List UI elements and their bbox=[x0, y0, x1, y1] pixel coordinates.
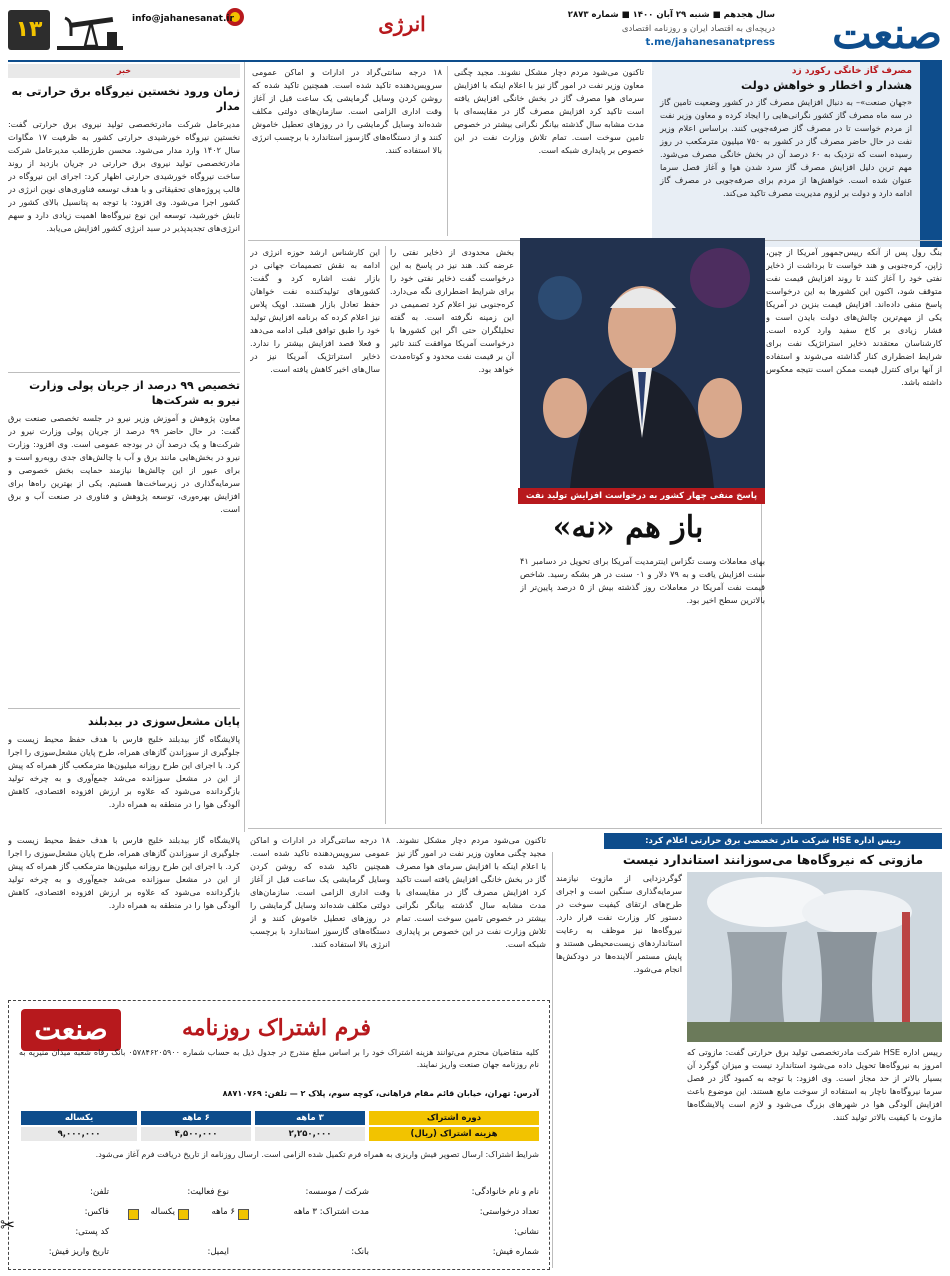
period-12-label: یکساله bbox=[150, 1207, 175, 1217]
column-divider bbox=[385, 246, 386, 824]
form-title: فرم اشتراک روزنامه bbox=[182, 1015, 371, 1041]
section-title: انرژی bbox=[378, 12, 426, 36]
main-story-headline: باز هم «نه» bbox=[552, 510, 704, 545]
period-6-label: ۶ ماهه bbox=[211, 1207, 235, 1217]
main-story-photo bbox=[520, 238, 765, 488]
continuation-col-d: پالایشگاه گاز بیدبلند خلیج فارس با هدف حفظ محیط زیست و جلوگیری از سوزاندن گازهای همراه، طرح پایان مشعل‌سوزی را اجرا کرد. با اجرای این طرح روزانه میلیون‌ها مترمکعب گاز همراه که پیش از این در مشعل سوزانده می‌شد جمع‌آوری و به چرخه تولید بازگردانده می‌شود که علاوه بر ارزش افزوده اقتصادی، کاهش آلودگی هوا را در منطقه به همراه دارد. bbox=[8, 835, 240, 910]
date-field[interactable]: تاریخ واریز فیش: bbox=[48, 1247, 109, 1257]
cooling-tower-icon bbox=[687, 872, 942, 1042]
email-field[interactable]: ایمیل: bbox=[207, 1247, 229, 1257]
receipt-field[interactable]: شماره فیش: bbox=[492, 1247, 539, 1257]
bottom-story-body: رییس اداره HSE شرکت مادرتخصصی تولید برق حرارتی گفت: مازوتی که امروز به نیروگاه‌ها تحویل داده می‌شود استاندارد نیست و میزان گوگرد آن بسیار بالاتر از حد مجاز است. وی افزود: با توجه به کمبود گاز در فصل سرما نیروگاه‌ها ناچار به استفاده از سوخت مایع هستند. این موضوع باعث افزایش آلودگی هوا در شهرهای بزرگ می‌شود و لازم است پالایشگاه‌ها مازوت با کیفیت بالاتر تولید کنند. bbox=[687, 1047, 942, 1122]
story-headline: زمان ورود نخستین نیروگاه برق حرارتی به مدار bbox=[11, 85, 240, 113]
fax-field[interactable]: فاکس: bbox=[84, 1207, 109, 1217]
form-intro: کلیه متقاضیان محترم می‌توانند هزینه اشتراک خود را بر اساس مبلغ مندرج در جدول ذیل به حساب شماره ۰۵۷۸۴۶۲۰۵۹۰۰ بانک رفاه شعبه میدان منیریه به نام روزنامه جهان صنعت واریز نمایند. bbox=[19, 1048, 539, 1069]
table-cell: ۴,۵۰۰,۰۰۰ bbox=[141, 1127, 251, 1141]
logo-text: صنعت bbox=[832, 9, 942, 58]
column-divider bbox=[447, 66, 448, 236]
table-row-label: هزینه اشتراک (ریال) bbox=[369, 1127, 539, 1141]
form-conditions: شرایط اشتراک: ارسال تصویر فیش واریزی به همراه فرم تکمیل شده الزامی است. ارسال روزنامه از تاریخ دریافت فرم آغاز می‌شود. bbox=[95, 1150, 539, 1159]
page-number: ۱۳ bbox=[8, 10, 50, 50]
table-header: دوره اشتراک bbox=[369, 1111, 539, 1125]
story-tag: خبر bbox=[8, 64, 240, 78]
column-divider bbox=[552, 852, 553, 1268]
telegram-link[interactable]: t.me/jahanesanatpress bbox=[645, 37, 775, 48]
table-cell: ۹,۰۰۰,۰۰۰ bbox=[21, 1127, 137, 1141]
address-field[interactable]: نشانی: bbox=[514, 1227, 539, 1237]
table-col-header: ۶ ماهه bbox=[141, 1111, 251, 1125]
tel-field[interactable]: تلفن: bbox=[90, 1187, 109, 1197]
count-field[interactable]: تعداد درخواستی: bbox=[479, 1207, 539, 1217]
story-continuation-col1: تاکنون می‌شود مردم دچار مشکل نشوند. مجید چگنی معاون وزیر نفت در امور گاز نیز با اعلام اینکه با افزایش سرمای هوا مصرف گاز در بخش خانگی افزایش یافته است تاکید کرد افزایش مصرف گاز در مقایسه‌ای با مدت مشابه سال گذشته بیانگر نگرانی بیشتر در خصوص تامین سوخت است. تمام تلاش وزارت نفت در این خصوص بر پایداری شبکه است. bbox=[454, 67, 644, 155]
tagline: دریچه‌ای به اقتصاد ایران و روزنامه اقتصادی bbox=[621, 24, 775, 34]
activity-field[interactable]: نوع فعالیت: bbox=[187, 1187, 229, 1197]
side-tag bbox=[920, 62, 942, 247]
issue-line: سال هجدهم ■ شنبه ۲۹ آبان ۱۴۰۰ ■ شماره ۲۸۷۳ bbox=[567, 10, 775, 20]
story-headline: پایان مشعل‌سوزی در بیدبلند bbox=[88, 715, 240, 728]
row-divider bbox=[8, 372, 240, 373]
period-12-checkbox[interactable] bbox=[128, 1209, 139, 1220]
form-address: آدرس: تهران، خیابان قائم مقام فراهانی، کوچه سوم، پلاک ۲ — تلفن: ۸۸۷۱۰۷۶۹ bbox=[222, 1089, 539, 1098]
postal-code-field[interactable]: کد پستی: bbox=[75, 1227, 109, 1237]
main-story-col4: بهای معاملات وست تگزاس اینترمدیت آمریکا برای تحویل در دسامبر ۴۱ سنت افزایش یافت و به ۷۹ دلار و ۰۱ سنت در هر بشکه رسید. شاخص قیمت نفت آمریکا در معاملات روز گذشته بیش از ۵ درصد پایین‌تر از بالاترین سطح اخیر بود. bbox=[520, 556, 765, 605]
story-body: «جهان صنعت»– به دنبال افزایش مصرف گاز در کشور وضعیت تامین گاز در سه ماه مصرف گاز کشور نگرانی‌هایی را ایجاد کرده و معاون وزیر نفت از مردم خواست تا در مصرف گاز صرفه‌جویی کنند. براساس اعلام وزیر نفت در حال حاضر مصرف گاز در کشور به ۷۵۰ میلیون مترمکعب در روز رسیده است که نزدیک به ۶۰ درصد آن در بخش خانگی مصرف می‌شود. مهم ترین دلیل افزایش مصرف گاز سرد شدن هوا و آغاز فصل سرما عنوان شده است. خواهش‌ها از مردم برای صرفه‌جویی در مصرف گاز ادامه دارد و دولت بر لزوم مدیریت مصرف تاکید می‌کند. bbox=[660, 97, 912, 198]
top-right-story bbox=[652, 62, 942, 247]
bank-field[interactable]: بانک: bbox=[351, 1247, 369, 1257]
table-col-header: یکساله bbox=[21, 1111, 137, 1125]
bottom-story-headline: مازوتی که نیروگاه‌ها می‌سوزانند استاندارد نیست bbox=[622, 852, 924, 867]
row-divider bbox=[248, 828, 942, 829]
newspaper-logo[interactable] bbox=[784, 10, 942, 64]
story-headline: تخصیص ۹۹ درصد از جریان پولی وزارت نیرو به شرکت‌ها bbox=[29, 379, 240, 407]
table-cell: ۲,۲۵۰,۰۰۰ bbox=[255, 1127, 365, 1141]
story-headline: هشدار و اخطار و خواهش دولت bbox=[740, 79, 912, 92]
oil-pump-icon bbox=[55, 10, 125, 52]
email-link[interactable]: info@jahanesanat.ir bbox=[132, 14, 234, 24]
main-story-col2: این کارشناس ارشد حوزه انرژی در ادامه به نقش تصمیمات جهانی در بازار نفت اشاره کرد و گفت: کشورهای تولیدکننده نفت خواهان حفظ تعادل بازار هستند. اوپک پلاس نیز اعلام کرده که برنامه افزایش تولید خود را طبق توافق قبلی ادامه می‌دهد و فعلا قصد افزایش بیشتر را ندارد. ذخایر استراتژیک آمریکا نیز در سال‌های اخیر کاهش یافته است. bbox=[250, 247, 380, 374]
story-continuation-col2: ۱۸ درجه سانتی‌گراد در ادارات و اماکن عمومی سرویس‌دهنده تاکید شده است. همچنین تاکید شده که روشن کردن وسایل گرمایشی یک ساعت قبل از آغاز وقت اداری الزامی است. سازمان‌های دولتی مکلف شده‌اند وسایل گرمایشی را در روزهای تعطیل خاموش کنند و از دستگاه‌های گازسوز استاندارد با برچسب انرژی بالا استفاده کنند. bbox=[252, 67, 442, 155]
name-field[interactable]: نام و نام خانوادگی: bbox=[471, 1187, 539, 1197]
left-mid-story bbox=[8, 378, 240, 712]
left-top-story bbox=[8, 64, 240, 408]
main-story-kicker: پاسخ منفی چهار کشور به درخواست افزایش تولید نفت bbox=[518, 488, 765, 504]
period-label: مدت اشتراک: ۳ ماهه bbox=[293, 1207, 369, 1217]
story-body: پالایشگاه گاز بیدبلند خلیج فارس با هدف حفظ محیط زیست و جلوگیری از سوزاندن گازهای همراه، طرح پایان مشعل‌سوزی را اجرا کرد. با اجرای این طرح روزانه میلیون‌ها مترمکعب گاز همراه که پیش از این در مشعل سوزانده می‌شد جمع‌آوری و به چرخه تولید بازگردانده می‌شود که علاوه بر ارزش افزوده اقتصادی، کاهش آلودگی هوا را در منطقه به همراه دارد. bbox=[8, 734, 240, 809]
row-divider bbox=[8, 708, 240, 709]
person-photo-icon bbox=[520, 238, 765, 488]
table-col-header: ۳ ماهه bbox=[255, 1111, 365, 1125]
period-6-checkbox[interactable] bbox=[178, 1209, 189, 1220]
subscription-form[interactable] bbox=[8, 1000, 550, 1270]
power-plant-photo bbox=[687, 872, 942, 1042]
continuation-col-b: ۱۸ درجه سانتی‌گراد در ادارات و اماکن عمومی سرویس‌دهنده تاکید شده است. همچنین تاکید شده که روشن کردن وسایل گرمایشی یک ساعت قبل از آغاز وقت اداری الزامی است. سازمان‌های دولتی مکلف شده‌اند وسایل گرمایشی را در روزهای تعطیل خاموش کنند و از دستگاه‌های گازسوز استاندارد با برچسب انرژی بالا استفاده کنند. bbox=[250, 835, 390, 949]
company-field[interactable]: شرکت / موسسه: bbox=[305, 1187, 369, 1197]
story-kicker: مصرف گاز خانگی رکورد زد bbox=[791, 66, 912, 76]
scissors-icon: ✂ bbox=[0, 1215, 16, 1236]
period-3-checkbox[interactable] bbox=[238, 1209, 249, 1220]
main-story-col1: بنگ رول پس از آنکه رییس‌جمهور آمریکا از چین، ژاپن، کره‌جنوبی و هند خواست تا برداشت از ذخایر نفتی خود را آغاز کنند تا روند افزایش قیمت نفت متوقف شود، اکنون این کشورها به این درخواست پاسخ منفی داده‌اند. افزایش قیمت بنزین در آمریکا یکی از مهم‌ترین چالش‌های دولت بایدن است و فشار زیادی بر کاخ سفید وارد کرده است. کارشناسان معتقدند ذخایر استراتژیک نفت برای شرایط اضطراری کنار گذاشته می‌شوند و استفاده از آنها برای کنترل قیمت ممکن است نتیجه معکوس داشته باشد. bbox=[766, 247, 942, 387]
bottom-story-col-a: گوگردزدایی از مازوت نیازمند سرمایه‌گذاری سنگین است و اجرای طرح‌های ارتقای کیفیت سوخت در دستور کار وزارت نفت قرار دارد. نیروگاه‌ها نیز موظف به رعایت استانداردهای زیست‌محیطی هستند و پایش مستمر آلاینده‌ها در دودکش‌ها انجام می‌شود. bbox=[556, 873, 682, 974]
masthead-info bbox=[525, 8, 775, 50]
form-logo: صنعت bbox=[21, 1009, 121, 1051]
main-story-col3: بخش محدودی از ذخایر نفتی را عرضه کند. هند نیز در پاسخ به این درخواست گفت ذخایر نفتی خود را برای شرایط اضطراری نگه می‌دارد. کره‌جنوبی نیز اعلام کرد تصمیمی در این زمینه نگرفته است. به گفته تحلیلگران حتی اگر این کشورها با درخواست آمریکا موافقت کنند تاثیر آن بر قیمت نفت محدود و کوتاه‌مدت خواهد بود. bbox=[390, 247, 514, 374]
story-body: معاون پژوهش و آموزش وزیر نیرو در جلسه تخصصی صنعت برق گفت: در حال حاضر ۹۹ درصد از جریان پولی وزارت نیرو در شرکت‌ها و یک درصد آن در بودجه عمومی است. وی افزود: وزارت نیرو در بخش‌هایی مانند برق و آب با چالش‌های جدی روبه‌رو است و برای عبور از این چالش‌ها نیازمند حمایت بخش خصوصی و سرمایه‌گذاری در زیرساخت‌ها هستیم. یکی از بهترین راه‌ها برای افزایش بهره‌وری، توسعه پژوهش و فناوری در صنعت آب و برق است. bbox=[8, 413, 240, 514]
continuation-col-c: تاکنون می‌شود مردم دچار مشکل نشوند. مجید چگنی معاون وزیر نفت در امور گاز نیز با اعلام اینکه با افزایش سرمای هوا مصرف گاز در بخش خانگی افزایش یافته است تاکید کرد افزایش مصرف گاز در مقایسه‌ای با مدت مشابه سال گذشته بیانگر نگرانی بیشتر در خصوص تامین سوخت است. تمام تلاش وزارت نفت در این خصوص بر پایداری شبکه است. bbox=[396, 835, 546, 949]
column-divider bbox=[244, 62, 245, 832]
bottom-story-kicker: رییس اداره HSE شرکت مادر تخصصی برق حرارتی اعلام کرد: bbox=[604, 833, 942, 849]
story-body: مدیرعامل شرکت مادرتخصصی تولید نیروی برق حرارتی گفت: نخستین نیروگاه خورشیدی حرارتی کشور به ظرفیت ۱۷ مگاوات سال ۱۴۰۲ وارد مدار می‌شود. محسن طرزطلب مدیرعامل شرکت مادرتخصصی تولید نیروی برق حرارتی در جریان بازدید از روند ساخت نیروگاه خورشیدی حرارتی اظهار کرد: اجرای این نیروگاه در قالب پروژه‌های تحقیقاتی و با هدف توسعه فناوری‌های نوین انرژی در کشور اجرا می‌شود. وی افزود: با توجه به پتانسیل بالای کشور در تابش خورشید، توسعه این نوع نیروگاه‌ها اهمیت زیادی دارد و سهم انرژی‌های تجدیدپذیر در سبد انرژی کشور افزایش می‌یابد. bbox=[8, 119, 240, 233]
left-bottom-story bbox=[8, 714, 240, 833]
